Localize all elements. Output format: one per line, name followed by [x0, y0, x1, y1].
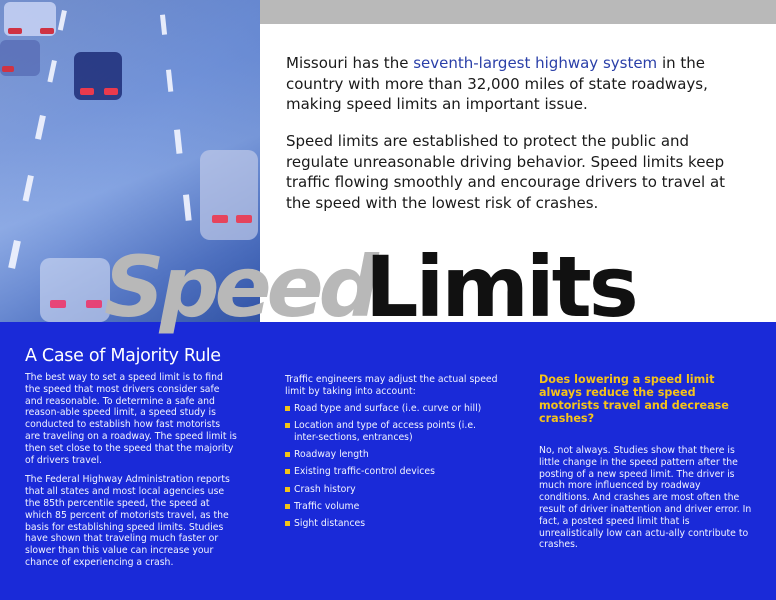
body-paragraph: The Federal Highway Administration reports that all states and most local agencies use the 85th percentile speed, the speed at which 85 percent of motorists travel, as the basis for establishing speed limits. Studies have shown that traveling much faster or slower than this value can increase your chance of experiencing a crash.: [25, 474, 230, 568]
title-word-speed: Speed: [104, 238, 374, 336]
bullet-icon: [285, 521, 290, 526]
bullet-icon: [285, 504, 290, 509]
section-heading: A Case of Majority Rule: [25, 346, 221, 366]
list-item: [285, 466, 499, 478]
factors-intro: Traffic engineers may adjust the actual speed limit by taking into account:: [285, 374, 498, 397]
intro-text: in the country with more than 32,000 miles of state roadways, making speed limits an important issue.: [286, 54, 708, 113]
bullet-icon: [285, 469, 290, 474]
intro-paragraph-2: Speed limits are established to protect the public and regulate unreasonable driving behavior. Speed limits keep traffic flowing smoothly and encourage drivers to travel at the speed with the lowest risk of crashes.: [286, 132, 726, 212]
engineering-factors-column: [285, 374, 499, 535]
content-panel: [0, 322, 776, 600]
list-item-text: Location and type of access points (i.e. inter-sections, entrances): [294, 419, 476, 443]
list-item: [285, 403, 499, 415]
page-title: [0, 238, 776, 334]
body-paragraph: The best way to set a speed limit is to find the speed that most drivers consider safe and reasonable. To determine a safe and reason-able speed limit, a speed study is conducted to establish how fast motorists are traveling on a roadway. The speed limit is then set close to the speed that the majority of drivers travel.: [25, 372, 237, 466]
highway-system-link[interactable]: seventh-largest highway system: [413, 54, 658, 72]
list-item: [285, 484, 499, 496]
list-item-text: Roadway length: [294, 448, 369, 460]
faq-column: [539, 373, 753, 551]
intro-paragraph-1: [286, 53, 746, 115]
list-item: [285, 501, 499, 513]
list-item: [285, 449, 499, 461]
intro-text: Missouri has the: [286, 54, 414, 72]
list-item: [285, 420, 499, 444]
bullet-icon: [285, 487, 290, 492]
list-item: [285, 518, 499, 530]
bullet-icon: [285, 423, 290, 428]
list-item-text: Sight distances: [294, 518, 366, 530]
title-word-limits: Limits: [365, 238, 636, 336]
bullet-icon: [285, 406, 290, 411]
top-gray-bar: [260, 0, 776, 24]
list-item-text: Existing traffic-control devices: [294, 466, 435, 478]
factors-list: [285, 403, 499, 530]
list-item-text: Road type and surface (i.e. curve or hill): [294, 402, 482, 414]
list-item-text: Traffic volume: [294, 500, 360, 512]
majority-rule-column: [25, 346, 237, 569]
faq-question: Does lowering a speed limit always reduce the speed motorists travel and decrease crashes?: [539, 373, 729, 425]
bullet-icon: [285, 452, 290, 457]
list-item-text: Crash history: [294, 483, 356, 495]
faq-answer: No, not always. Studies show that there is little change in the speed pattern after the posting of a new speed limit. The driver is much more influenced by roadway conditions. And crashes are most often the result of driver inattention and driver error. In fact, a posted speed limit that is unrealistically low can actu-ally contribute to crashes.: [539, 445, 752, 551]
